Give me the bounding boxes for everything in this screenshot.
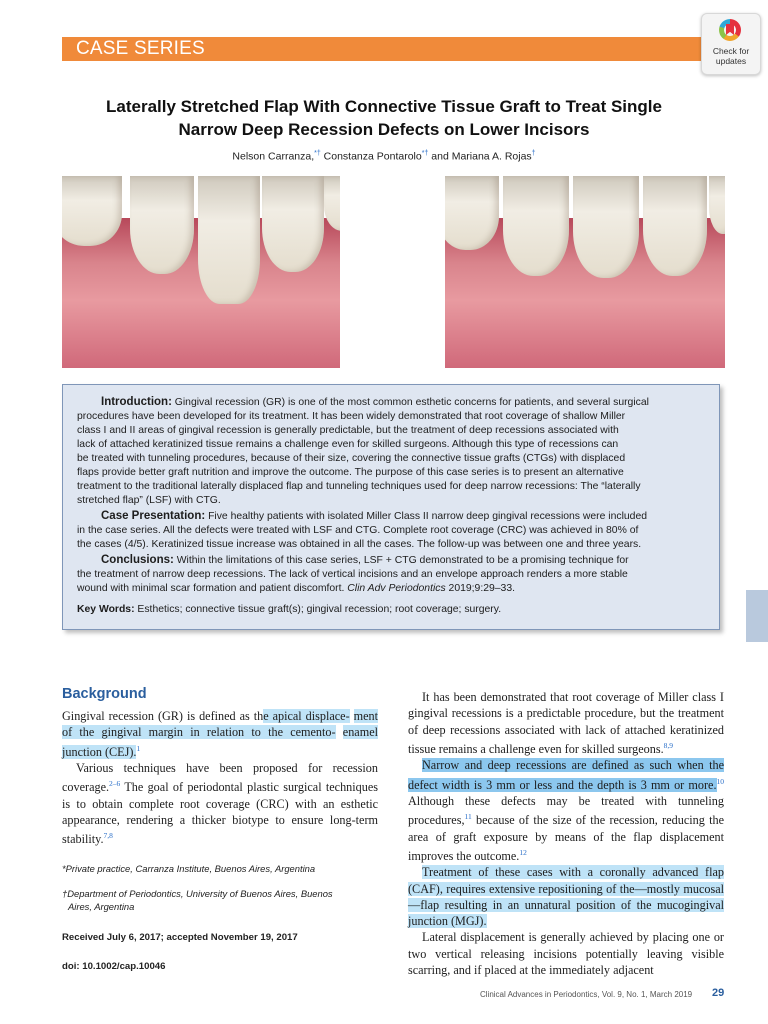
title-line-2: Narrow Deep Recession Defects on Lower Incisors	[178, 120, 590, 139]
author-list	[40, 150, 728, 163]
clinical-photo-before	[62, 176, 340, 368]
side-tab	[746, 590, 768, 642]
affiliation-mark: *†	[421, 150, 429, 157]
badge-line1: Check for	[712, 46, 750, 56]
left-column-text	[62, 708, 378, 848]
abstract-case-presentation: Case Presentation: Five healthy patients with isolated Miller Class II narrow deep gingival recessions were included in the case series. All the defects were treated with LSF and CTG. Complete root coverage (CRC) was achieved in 80% of the cases (4/5). Keratinized tissue increase was obtained in all the cases. The follow-up was between one and three years.	[77, 510, 648, 550]
author-1: Nelson Carranza,	[232, 150, 315, 163]
reference-link[interactable]: 12	[519, 847, 527, 857]
paragraph: It has been demonstrated that root coverage of Miller class I gingival recessions is a predictable procedure, but the treatment of deep recessions associated with lack of attached keratinized tissue remains a challenge even for skilled surgeons.$^{8,9}$	[408, 690, 724, 756]
reference-link[interactable]: 1	[136, 743, 141, 753]
page-number: 29	[712, 987, 725, 999]
footnote-2: †Department of Periodontics, University of Buenos Aires, Buenos Aires, Argentina	[62, 888, 333, 912]
paragraph: Treatment of these cases with a coronally advanced flap (CAF), requires extensive repositioning of the—mostly mucosal—flap resulting in an unnatural position of the mucogingival junction (MGJ).	[408, 865, 724, 929]
author-3: and Mariana A. Rojas	[428, 150, 532, 163]
paragraph: Lateral displacement is generally achieved by placing one or two vertical releasing incisions potentially leaving visible scarring, and if placed at the immediately adjacent	[408, 930, 724, 977]
right-column-text	[408, 689, 724, 978]
key-words: Key Words: Esthetics; connective tissue graft(s); gingival recession; root coverage; surgery.	[77, 604, 502, 615]
section-banner	[62, 37, 702, 61]
abstract-box	[62, 384, 720, 630]
paragraph: Various techniques have been proposed for recession coverage.$^{2-6}$ The goal of periodontal plastic surgical techniques is to obtain complete root coverage (CRC) with an esthetic appearance, rendering a thicker biotype to ensure long-term stability.$^{7,8}$	[62, 760, 378, 847]
section-label: CASE SERIES	[76, 38, 205, 59]
affiliation-mark: *†	[314, 150, 321, 157]
reference-link[interactable]: 7,8	[103, 831, 113, 841]
paragraph: Narrow and deep recessions are defined as such when the defect width is 3 mm or less and the depth is 3 mm or more.$^{10}$ Although these defects may be treated with tunneling procedures,$^{11}$ because of the size of the recession, reducing the area of graft exposure by means of the flap displacement improves the outcome.$^{12}$	[408, 758, 724, 863]
journal-footer: Clinical Advances in Periodontics, Vol. 9, No. 1, March 2019	[480, 990, 693, 999]
reference-link[interactable]: 11	[464, 812, 472, 822]
affiliation-mark: †	[531, 150, 536, 157]
background-heading: Background	[62, 686, 147, 702]
article-title	[40, 95, 728, 141]
title-line-1: Laterally Stretched Flap With Connective Tissue Graft to Treat Single	[106, 97, 662, 116]
abstract-introduction: Introduction: Gingival recession (GR) is one of the most common esthetic concerns for patients, and several surgical procedures have been developed for its treatment. It has been widely demonstrated that root coverage of shallow Miller class I and II areas of gingival recession is generally predictable, but the treatment of deep recessions associated with lack of attached keratinized tissue remains a challenge even for skilled surgeons. Although this type of recessions can be treated with tunneling procedures, because of their size, covering the connective tissue grafts (CTGs) with displaced flaps provide better graft nutrition and improve the outcome. The purpose of this case series is to present an alternative treatment to the traditional laterally displaced flap and tunneling techniques used for deep narrow recessions: The “laterally stretched flap” (LSF) with CTG.	[77, 396, 649, 506]
clinical-photo-after	[445, 176, 725, 368]
author-2: Constanza Pontarolo	[320, 150, 422, 163]
reference-link[interactable]: 2–6	[109, 779, 121, 789]
check-for-updates-button[interactable]	[701, 13, 761, 75]
paragraph: Gingival recession (GR) is defined as the apical displace- ment of the gingival margin in relation to the cemento- enamel junction (CEJ).$^1$	[62, 709, 379, 759]
footnote-1: *Private practice, Carranza Institute, Buenos Aires, Argentina	[62, 863, 316, 874]
reference-link[interactable]: 10	[716, 776, 724, 786]
abstract-conclusions: Conclusions: Within the limitations of this case series, LSF + CTG demonstrated to be a promising technique for the treatment of narrow deep recessions. The lack of vertical incisions and an envelope approach renders a more stable wound with minimal scar formation and patient discomfort. Clin Adv Periodontics 2019;9:29–33.	[77, 554, 629, 594]
doi[interactable]: doi: 10.1002/cap.10046	[62, 961, 166, 972]
received-dates: Received July 6, 2017; accepted November 19, 2017	[62, 932, 298, 943]
reference-link[interactable]: 8,9	[663, 740, 674, 750]
badge-line2: updates	[715, 56, 747, 66]
